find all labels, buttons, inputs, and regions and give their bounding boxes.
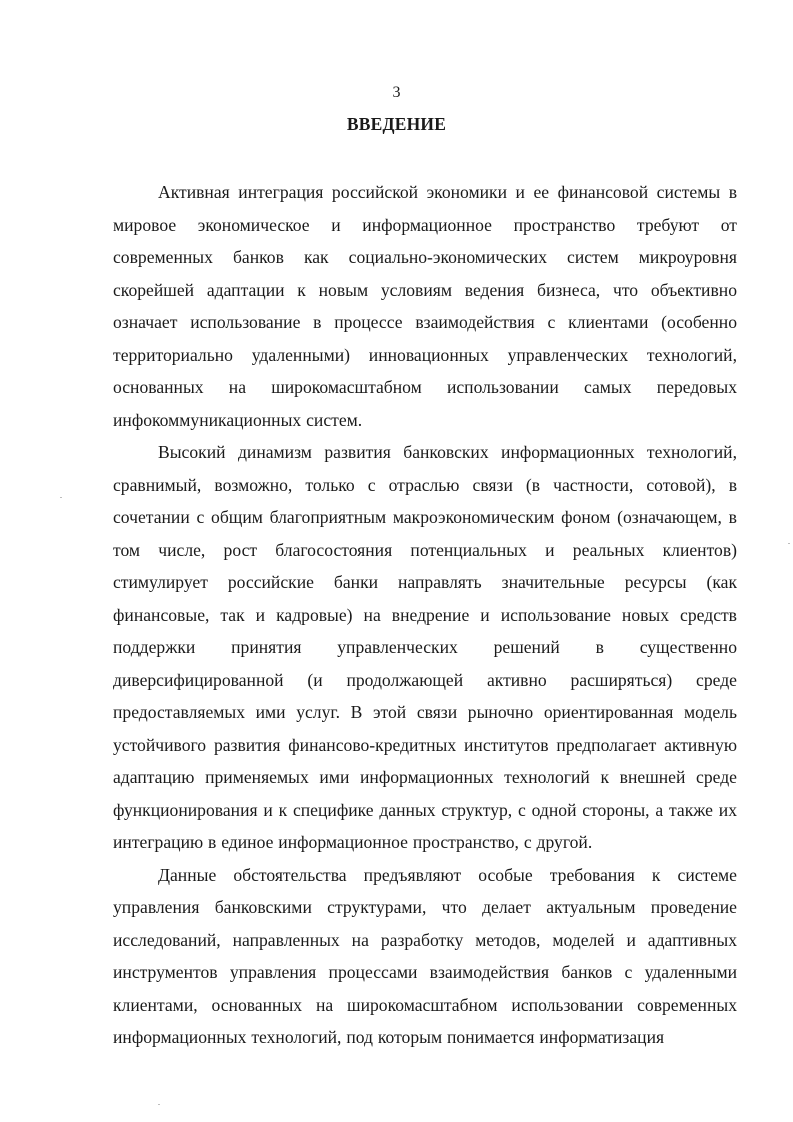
paragraph-3: Данные обстоятельства предъявляют особые требования к системе управления банковскими структурами, что делает актуальным проведение исследований, направленных на разработку методов, моделей и адаптивных инструментов управления процессами взаимодействия банков с удаленными клиентами, основанных на широкомасштабном использовании современных информационных технологий, под которым понимается информатизация [113,864,737,1047]
paragraph-2: Высокий динамизм развития банковских информационных технологий, сравнимый, возможно, только с отраслью связи (в частности, сотовой), в сочетании с общим благоприятным макроэкономическим фоном (означающем, в том числе, рост благосостояния потенциальных и реальных клиентов) стимулирует российские банки направлять значительные ресурсы (как финансовые, так и кадровые) на внедрение и использование новых средств поддержки принятия управленческих решений в существенно диверсифицированной (и продолжающей активно расширяться) среде предоставляемых ими услуг. В этой связи рыночно ориентированная модель устойчивого развития финансово-кредитных институтов предполагает активную адаптацию применяемых ими информационных технологий к внешней среде функционирования и к специфике данных структур, с одной стороны, а также их интеграцию в единое информационное пространство, с другой. [113,442,737,852]
body-text [113,176,737,1054]
page-number: 3 [392,84,401,101]
scan-speck [60,497,62,498]
scan-speck [788,543,790,544]
section-heading: ВВЕДЕНИЕ [346,114,447,134]
scan-speck [158,1104,160,1105]
paragraph-1: Активная интеграция российской экономики и ее финансовой системы в мировое экономическое и информационное пространство требуют от современных банков как социально-экономических систем микроуровня скорейшей адаптации к новым условиям ведения бизнеса, что объективно означает использование в процессе взаимодействия с клиентами (особенно территориально удаленными) инновационных управленческих технологий, основанных на широкомасштабном использовании самых передовых инфокоммуникационных систем. [113,182,737,430]
